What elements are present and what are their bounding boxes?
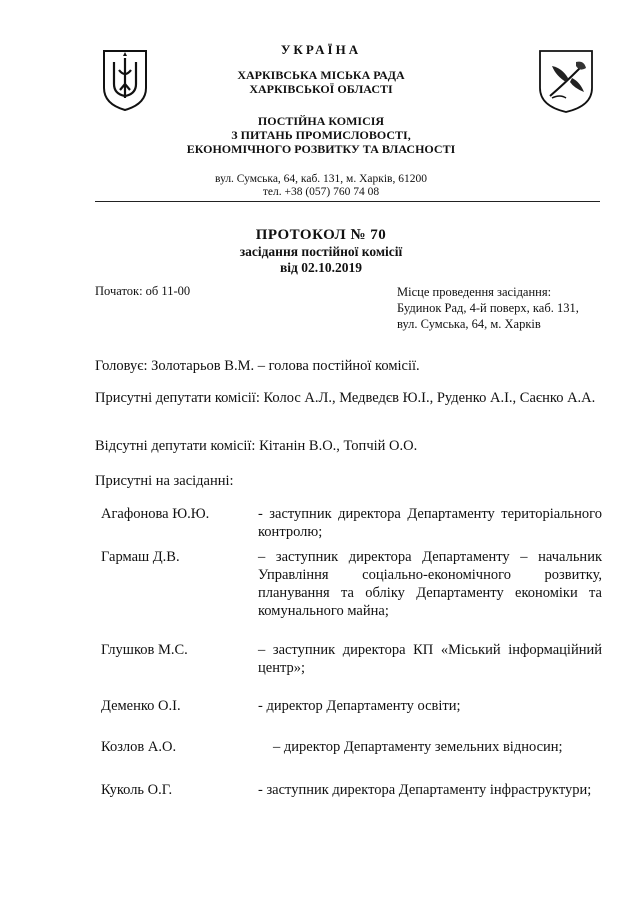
chair-line: Головує: Золотарьов В.М. – голова постійної комісії. bbox=[95, 358, 420, 374]
attendee-role: – заступник директора Департаменту – начальник Управління соціально-економічного розвитку, планування та обліку Департаменту економіки та комунального майна; bbox=[258, 549, 602, 619]
attendee-name: Глушков М.С. bbox=[101, 642, 188, 658]
attendee-name: Агафонова Ю.Ю. bbox=[101, 506, 210, 522]
attendee-name: Куколь О.Г. bbox=[101, 782, 173, 798]
commission-name-line3: ЕКОНОМІЧНОГО РОЗВИТКУ ТА ВЛАСНОСТІ bbox=[186, 142, 456, 156]
meeting-place bbox=[397, 284, 607, 332]
country-name: УКРАЇНА bbox=[280, 42, 362, 57]
commission-name-line1: ПОСТІЙНА КОМІСІЯ bbox=[257, 114, 385, 128]
meeting-place-line2: вул. Сумська, 64, м. Харків bbox=[397, 317, 541, 331]
attendee-name: Гармаш Д.В. bbox=[101, 549, 180, 565]
phone: тел. +38 (057) 760 74 08 bbox=[262, 186, 380, 198]
attendee-role: – директор Департаменту земельних відносин; bbox=[273, 739, 563, 755]
header-divider bbox=[95, 201, 600, 202]
protocol-title: ПРОТОКОЛ № 70 bbox=[255, 227, 387, 243]
protocol-title-block bbox=[0, 226, 642, 276]
attendee-role: - директор Департаменту освіти; bbox=[258, 698, 461, 714]
attendee-role: – заступник директора КП «Міський інформаційний центр»; bbox=[258, 642, 602, 676]
meeting-place-label: Місце проведення засідання: bbox=[397, 285, 552, 299]
attendee-role: - заступник директора Департаменту територіального контролю; bbox=[258, 506, 602, 540]
protocol-date: від 02.10.2019 bbox=[280, 260, 362, 275]
attendee-role: - заступник директора Департаменту інфраструктури; bbox=[258, 782, 592, 798]
commission-name-line2: З ПИТАНЬ ПРОМИСЛОВОСТІ, bbox=[231, 128, 411, 142]
present-deputies: Присутні депутати комісії: Колос А.Л., Медведєв Ю.І., Руденко А.І., Саєнко А.А. bbox=[95, 390, 596, 406]
council-name-line1: ХАРКІВСЬКА МІСЬКА РАДА bbox=[237, 68, 405, 82]
address: вул. Сумська, 64, каб. 131, м. Харків, 61200 bbox=[215, 173, 427, 185]
meeting-start: Початок: об 11-00 bbox=[95, 284, 191, 298]
absent-deputies: Відсутні депутати комісії: Кітанін В.О., Топчій О.О. bbox=[95, 438, 418, 454]
council-name-line2: ХАРКІВСЬКОЇ ОБЛАСТІ bbox=[249, 82, 393, 96]
document-header bbox=[0, 42, 642, 199]
protocol-subtitle: засідання постійної комісії bbox=[239, 244, 403, 259]
attendees-label: Присутні на засіданні: bbox=[95, 473, 234, 489]
attendee-name: Деменко О.І. bbox=[101, 698, 181, 714]
attendee-name: Козлов А.О. bbox=[101, 739, 177, 755]
meeting-place-line1: Будинок Рад, 4-й поверх, каб. 131, bbox=[397, 301, 579, 315]
